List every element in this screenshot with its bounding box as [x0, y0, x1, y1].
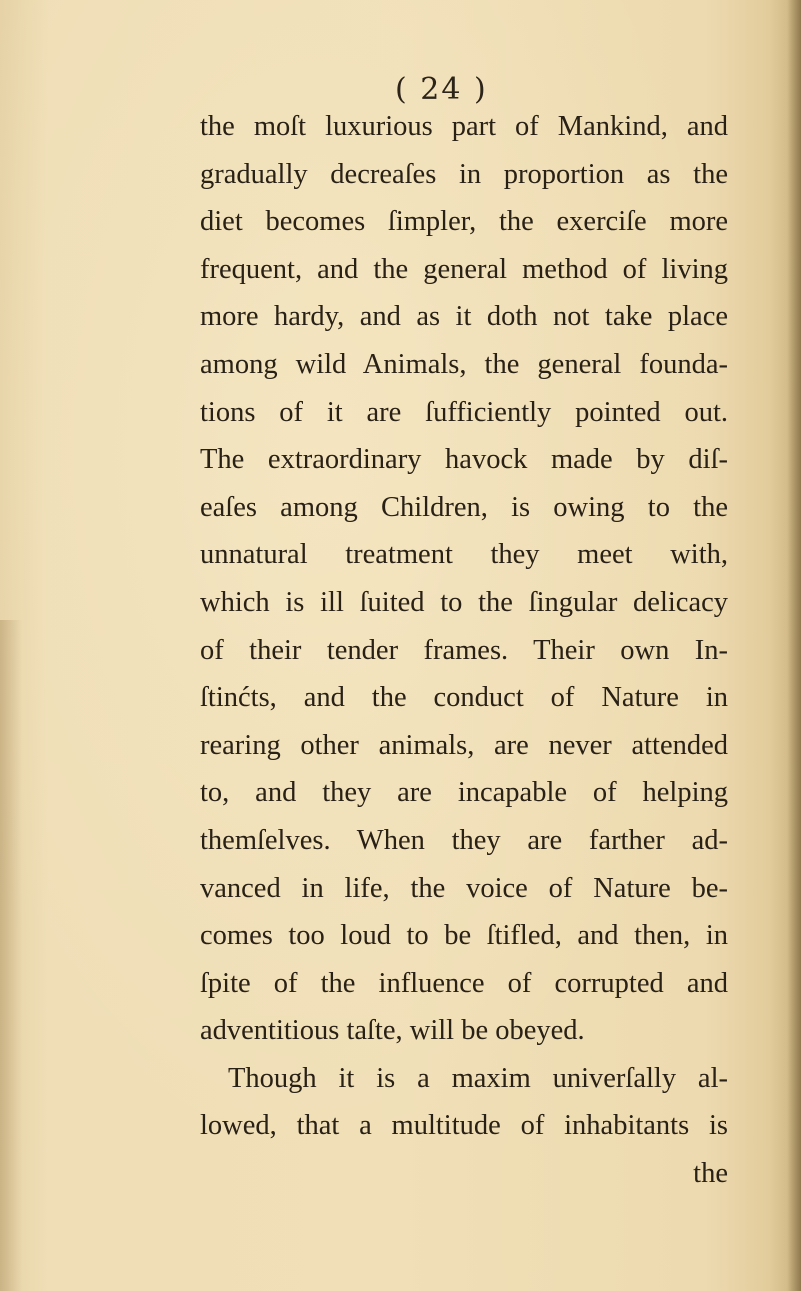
text-line: rearing other animals, are never attended: [200, 729, 728, 761]
text-line: tions of it are ſufficiently pointed out.: [200, 396, 728, 428]
text-line: vanced in life, the voice of Nature be-: [200, 872, 728, 904]
text-line: comes too loud to be ſtifled, and then, in: [200, 920, 728, 952]
text-line: among wild Animals, the general founda-: [200, 348, 728, 380]
text-line: Though it is a maxim univerſally al-: [228, 1062, 728, 1094]
page-number-header: ( 24 ): [395, 72, 488, 107]
text-line: The extraordinary havock made by diſ-: [200, 444, 728, 476]
text-line: diet becomes ſimpler, the exerciſe more: [200, 206, 728, 238]
page-edge-shadow-right: [787, 0, 801, 1291]
text-line: gradually decreaſes in proportion as the: [200, 158, 728, 190]
text-line: the moſt luxurious part of Mankind, and: [200, 111, 728, 142]
text-line: frequent, and the general method of living: [200, 253, 728, 285]
catchword: the: [693, 1158, 728, 1190]
text-line: ſtinćts, and the conduct of Nature in: [200, 682, 728, 714]
text-line: of their tender frames. Their own In-: [200, 634, 728, 666]
text-line: ſpite of the influence of corrupted and: [200, 967, 728, 999]
text-line: eaſes among Children, is owing to the: [200, 491, 728, 523]
text-line: more hardy, and as it doth not take place: [200, 301, 728, 333]
text-line: adventitious taſte, will be obeyed.: [200, 1015, 585, 1047]
body-text: [200, 103, 728, 1198]
text-line: lowed, that a multitude of inhabitants is: [200, 1110, 728, 1142]
text-line: which is ill ſuited to the ſingular delicacy: [200, 586, 728, 618]
text-line: to, and they are incapable of helping: [200, 777, 728, 809]
page-edge-shadow-left: [0, 620, 22, 1291]
text-line: themſelves. When they are farther ad-: [200, 824, 728, 856]
text-line: unnatural treatment they meet with,: [200, 539, 728, 571]
